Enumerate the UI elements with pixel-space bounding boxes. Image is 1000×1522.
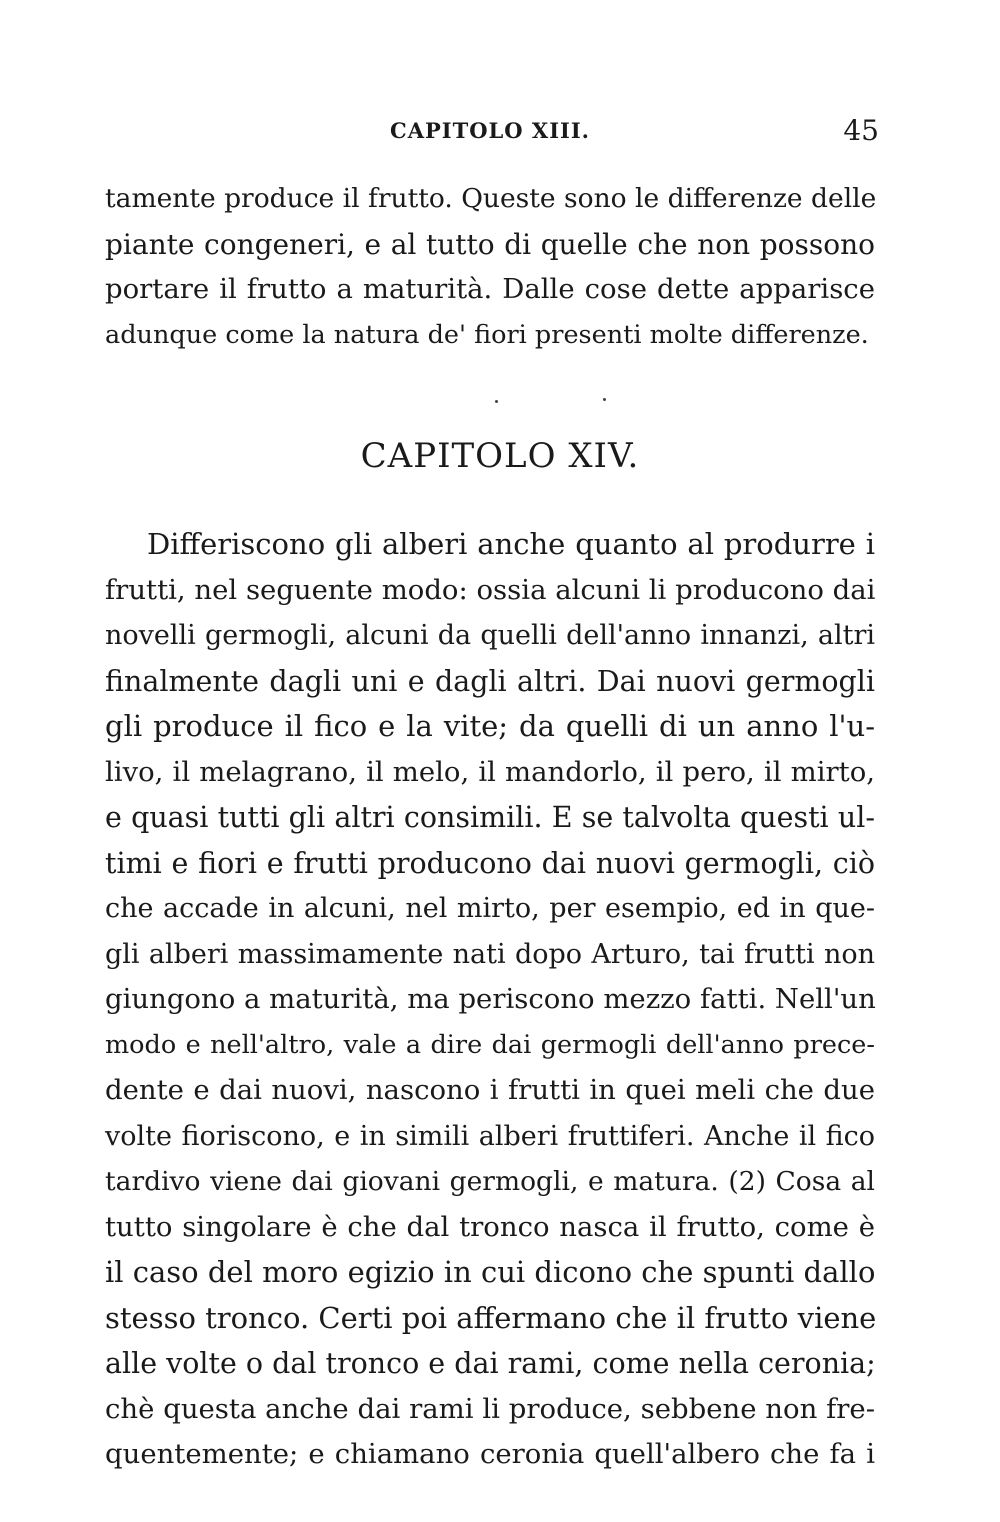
text-line: timi e fiori e frutti producono dai nuovi germogli, ciò xyxy=(105,846,875,880)
text-line: e quasi tutti gli altri consimili. E se talvolta questi ul- xyxy=(105,801,875,834)
text-line: adunque come la natura de' fiori presenti molte differenze. xyxy=(105,319,869,350)
text-line: quentemente; e chiamano ceronia quell'albero che fa i xyxy=(105,1438,875,1470)
text-line: tardivo viene dai giovani germogli, e matura. (2) Cosa al xyxy=(105,1166,875,1197)
text-line: volte fioriscono, e in simili alberi fruttiferi. Anche il fico xyxy=(105,1120,875,1152)
text-line: chè questa anche dai rami li produce, sebbene non fre- xyxy=(105,1392,875,1425)
text-line: tamente produce il frutto. Queste sono le differenze delle xyxy=(105,183,877,214)
paragraph-continuation xyxy=(105,176,875,358)
text-line: tutto singolare è che dal tronco nasca il frutto, come è xyxy=(105,1210,875,1243)
text-line: stesso tronco. Certi poi affermano che il frutto viene xyxy=(105,1300,877,1335)
text-line: modo e nell'altro, vale a dire dai germogli dell'anno prece- xyxy=(105,1029,875,1060)
text-line: dente e dai nuovi, nascono i frutti in quei meli che due xyxy=(105,1074,875,1106)
text-line: che accade in alcuni, nel mirto, per esempio, ed in que- xyxy=(105,893,875,924)
text-line: livo, il melagrano, il melo, il mandorlo, il pero, il mirto, xyxy=(105,755,875,788)
text-line: alle volte o dal tronco e dai rami, come nella ceronia; xyxy=(105,1347,876,1380)
page-header xyxy=(105,114,879,154)
text-line: portare il frutto a maturità. Dalle cose dette apparisce xyxy=(105,273,875,305)
text-line: giungono a maturità, ma periscono mezzo fatti. Nell'un xyxy=(105,983,876,1015)
section-separator-dots xyxy=(495,398,615,404)
text-line: frutti, nel seguente modo: ossia alcuni li producono dai xyxy=(105,573,876,606)
text-line: gli alberi massimamente nati dopo Arturo, tai frutti non xyxy=(105,938,875,970)
running-head: CAPITOLO XIII. xyxy=(390,118,590,143)
separator-dot xyxy=(495,400,498,403)
page-number: 45 xyxy=(843,114,879,147)
text-line: il caso del moro egizio in cui dicono che spunti dallo xyxy=(105,1255,876,1289)
text-line: piante congeneri, e al tutto di quelle che non possono xyxy=(105,227,875,261)
chapter-title: CAPITOLO XIV. xyxy=(360,436,640,476)
text-line: novelli germogli, alcuni da quelli dell'anno innanzi, altri xyxy=(105,620,875,651)
paragraph-chapter-body xyxy=(105,522,875,1478)
text-line: finalmente dagli uni e dagli altri. Dai nuovi germogli xyxy=(105,664,875,698)
separator-dot xyxy=(603,398,606,401)
text-line: Differiscono gli alberi anche quanto al produrre i xyxy=(147,527,875,561)
text-line: gli produce il fico e la vite; da quelli di un anno l'u- xyxy=(105,709,875,743)
